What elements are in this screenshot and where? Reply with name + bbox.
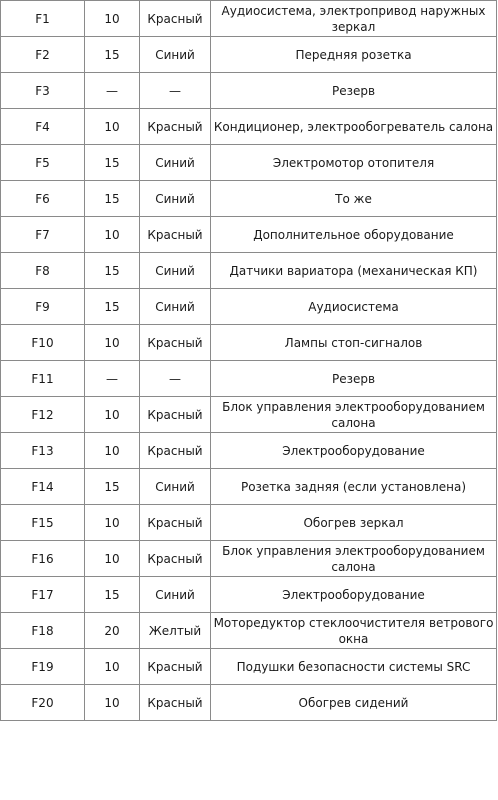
protected-circuit-cell: Обогрев зеркал bbox=[211, 505, 497, 541]
protected-circuit-cell: Резерв bbox=[211, 361, 497, 397]
fuse-color-cell: Красный bbox=[140, 397, 211, 433]
fuse-number-cell: F16 bbox=[1, 541, 85, 577]
table-row bbox=[1, 613, 497, 649]
table-row bbox=[1, 217, 497, 253]
table-row bbox=[1, 541, 497, 577]
fuse-color-cell: Синий bbox=[140, 289, 211, 325]
fuse-number-cell: F18 bbox=[1, 613, 85, 649]
amperage-cell: 15 bbox=[85, 145, 140, 181]
table-row bbox=[1, 73, 497, 109]
amperage-cell: 15 bbox=[85, 577, 140, 613]
table-row bbox=[1, 37, 497, 73]
fuse-number-cell: F12 bbox=[1, 397, 85, 433]
fuse-color-cell: Красный bbox=[140, 109, 211, 145]
table-row bbox=[1, 1, 497, 37]
amperage-cell: 15 bbox=[85, 181, 140, 217]
fuse-number-cell: F20 bbox=[1, 685, 85, 721]
fuse-number-cell: F4 bbox=[1, 109, 85, 145]
amperage-cell: 10 bbox=[85, 217, 140, 253]
table-row bbox=[1, 469, 497, 505]
fuse-number-cell: F15 bbox=[1, 505, 85, 541]
protected-circuit-cell: Блок управления электрооборудованием салона bbox=[211, 541, 497, 577]
table-row bbox=[1, 109, 497, 145]
fuse-color-cell: Красный bbox=[140, 685, 211, 721]
table-row bbox=[1, 145, 497, 181]
fuse-color-cell: Красный bbox=[140, 433, 211, 469]
fuse-color-cell: Красный bbox=[140, 1, 211, 37]
protected-circuit-cell: Электрооборудование bbox=[211, 433, 497, 469]
fuse-number-cell: F3 bbox=[1, 73, 85, 109]
amperage-cell: 15 bbox=[85, 37, 140, 73]
amperage-cell: 10 bbox=[85, 433, 140, 469]
fuse-color-cell: Красный bbox=[140, 541, 211, 577]
table-row bbox=[1, 577, 497, 613]
amperage-cell: 10 bbox=[85, 1, 140, 37]
protected-circuit-cell: Кондиционер, электрообогреватель салона bbox=[211, 109, 497, 145]
fuse-color-cell: Красный bbox=[140, 325, 211, 361]
fuse-color-cell: Красный bbox=[140, 217, 211, 253]
protected-circuit-cell: Дополнительное оборудование bbox=[211, 217, 497, 253]
fuse-number-cell: F9 bbox=[1, 289, 85, 325]
table-row bbox=[1, 361, 497, 397]
amperage-cell: — bbox=[85, 361, 140, 397]
fuse-color-cell: Синий bbox=[140, 37, 211, 73]
amperage-cell: 15 bbox=[85, 253, 140, 289]
amperage-cell: — bbox=[85, 73, 140, 109]
fuse-color-cell: — bbox=[140, 73, 211, 109]
protected-circuit-cell: Моторедуктор стеклоочистителя ветрового окна bbox=[211, 613, 497, 649]
protected-circuit-cell: То же bbox=[211, 181, 497, 217]
fuse-number-cell: F1 bbox=[1, 1, 85, 37]
fuse-number-cell: F19 bbox=[1, 649, 85, 685]
fuse-color-cell: Красный bbox=[140, 649, 211, 685]
amperage-cell: 10 bbox=[85, 109, 140, 145]
protected-circuit-cell: Электромотор отопителя bbox=[211, 145, 497, 181]
amperage-cell: 20 bbox=[85, 613, 140, 649]
fuse-number-cell: F10 bbox=[1, 325, 85, 361]
table-row bbox=[1, 253, 497, 289]
fuse-color-cell: Синий bbox=[140, 253, 211, 289]
fuse-color-cell: Синий bbox=[140, 469, 211, 505]
fuse-number-cell: F6 bbox=[1, 181, 85, 217]
fuse-color-cell: — bbox=[140, 361, 211, 397]
amperage-cell: 10 bbox=[85, 397, 140, 433]
amperage-cell: 10 bbox=[85, 649, 140, 685]
table-row bbox=[1, 685, 497, 721]
fuse-color-cell: Синий bbox=[140, 181, 211, 217]
protected-circuit-cell: Лампы стоп-сигналов bbox=[211, 325, 497, 361]
fuse-number-cell: F17 bbox=[1, 577, 85, 613]
fuse-number-cell: F2 bbox=[1, 37, 85, 73]
table-row bbox=[1, 325, 497, 361]
table-row bbox=[1, 649, 497, 685]
amperage-cell: 10 bbox=[85, 505, 140, 541]
table-row bbox=[1, 505, 497, 541]
amperage-cell: 10 bbox=[85, 541, 140, 577]
protected-circuit-cell: Аудиосистема bbox=[211, 289, 497, 325]
amperage-cell: 15 bbox=[85, 469, 140, 505]
amperage-cell: 10 bbox=[85, 325, 140, 361]
table-row bbox=[1, 397, 497, 433]
table-row bbox=[1, 181, 497, 217]
fuse-color-cell: Красный bbox=[140, 505, 211, 541]
fuse-number-cell: F8 bbox=[1, 253, 85, 289]
protected-circuit-cell: Аудиосистема, электропривод наружных зеркал bbox=[211, 1, 497, 37]
protected-circuit-cell: Датчики вариатора (механическая КП) bbox=[211, 253, 497, 289]
amperage-cell: 15 bbox=[85, 289, 140, 325]
fuse-color-cell: Желтый bbox=[140, 613, 211, 649]
protected-circuit-cell: Электрооборудование bbox=[211, 577, 497, 613]
fuse-number-cell: F7 bbox=[1, 217, 85, 253]
fuse-number-cell: F13 bbox=[1, 433, 85, 469]
fuse-color-cell: Синий bbox=[140, 145, 211, 181]
protected-circuit-cell: Розетка задняя (если установлена) bbox=[211, 469, 497, 505]
fuse-number-cell: F5 bbox=[1, 145, 85, 181]
protected-circuit-cell: Передняя розетка bbox=[211, 37, 497, 73]
fuse-color-cell: Синий bbox=[140, 577, 211, 613]
protected-circuit-cell: Резерв bbox=[211, 73, 497, 109]
protected-circuit-cell: Обогрев сидений bbox=[211, 685, 497, 721]
fuse-number-cell: F14 bbox=[1, 469, 85, 505]
fuse-table-body bbox=[1, 1, 497, 721]
amperage-cell: 10 bbox=[85, 685, 140, 721]
table-row bbox=[1, 433, 497, 469]
fuse-number-cell: F11 bbox=[1, 361, 85, 397]
protected-circuit-cell: Блок управления электрооборудованием салона bbox=[211, 397, 497, 433]
table-row bbox=[1, 289, 497, 325]
protected-circuit-cell: Подушки безопасности системы SRC bbox=[211, 649, 497, 685]
